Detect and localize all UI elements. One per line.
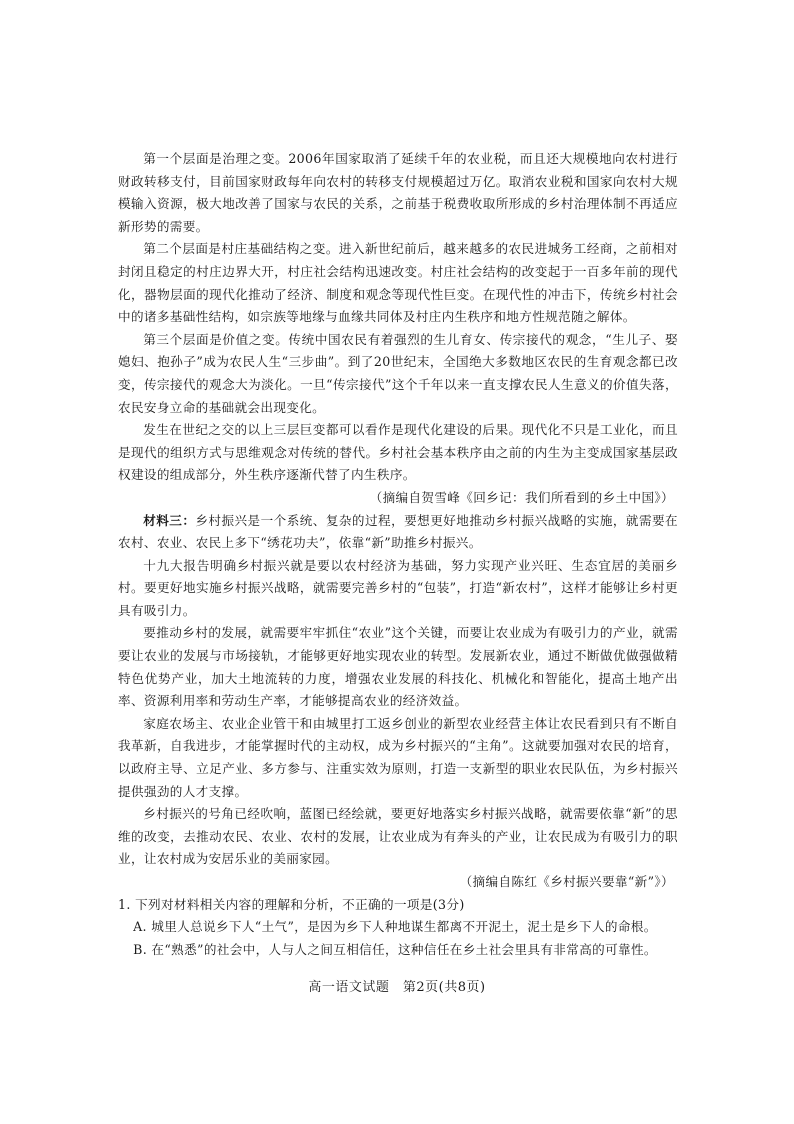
paragraph-agriculture: 要推动乡村的发展，就需要牢牢抓住“农业”这个关键，而要让农业成为有吸引力的产业，就需要让农业的发展与市场接轨，才能够更好地实现农业的转型。发展新农业，通过不断做优做强做精特色优势产业，加大土地流转的力度，增强农业发展的科技化、机械化和智能化，提高土地产出率、资源利用率和劳动生产率，才能够提高农业的经济效益。	[118, 625, 678, 709]
question-stem: 1. 下列对材料相关内容的理解和分析，不正确的一项是(3分)	[118, 896, 465, 912]
question-option-a: A. 城里人总说乡下人“土气”，是因为乡下人种地谋生都离不开泥土，泥土是乡下人的命根。	[133, 919, 657, 935]
source-citation-2: （摘编自陈红《乡村振兴要靠“新”》）	[459, 874, 674, 889]
question-option-b: B. 在“熟悉”的社会中，人与人之间互相信任，这种信任在乡土社会里具有非常高的可靠性。	[133, 941, 657, 957]
paragraph-new-farmers: 家庭农场主、农业企业管干和由城里打工返乡创业的新型农业经营主体让农民看到只有不断自我革新，自我进步，才能掌握时代的主动权，成为乡村振兴的“主角”。这就要加强对农民的培育，以政府主导、立足产业、多方参与、注重实效为原则，打造一支新型的职业农民队伍，为乡村振兴提供强劲的人才支撑。	[118, 715, 678, 799]
material-3-label: 材料三：	[143, 512, 196, 528]
paragraph-rural-beauty: 十九大报告明确乡村振兴就是要以农村经济为基础，努力实现产业兴旺、生态宜居的美丽乡村。要更好地实施乡村振兴战略，就需要完善乡村的“包装”，打造“新农村”，这样才能够让乡村更具有吸引力。	[118, 557, 678, 618]
page-footer: 高一语文试题 第2页(共8页)	[308, 980, 486, 995]
page-content	[118, 148, 678, 961]
source-citation-1: （摘编自贺雪峰《回乡记：我们所看到的乡土中国》）	[369, 489, 674, 505]
material-3-first-text: 乡村振兴是一个系统、复杂的过程，要想更好地推动乡村振兴战略的实施，就需要在农村、农业、农民上多下“绣花功夫”，依靠“新”助推乡村振兴。	[118, 512, 678, 551]
material-3-intro	[118, 510, 678, 555]
paragraph-values: 第三个层面是价值之变。传统中国农民有着强烈的生儿育女、传宗接代的观念，“生儿子、娶媳妇、抱孙子”成为农民人生“三步曲”。到了20世纪末，全国绝大多数地区农民的生育观念都已改变，传宗接代的观念大为淡化。一旦“传宗接代”这个千年以来一直支撑农民人生意义的价值失落，农民安身立命的基础就会出现变化。	[118, 331, 678, 415]
paragraph-village-structure: 第二个层面是村庄基础结构之变。进入新世纪前后，越来越多的农民进城务工经商，之前相对封闭且稳定的村庄边界大开，村庄社会结构迅速改变。村庄社会结构的改变起于一百多年前的现代化，器物层面的现代化推动了经济、制度和观念等现代性巨变。在现代性的冲击下，传统乡村社会中的诸多基础性结构，如宗族等地缘与血缘共同体及村庄内生秩序和地方性规范随之解体。	[118, 241, 678, 325]
paragraph-conclusion: 乡村振兴的号角已经吹响，蓝图已经绘就，要更好地落实乡村振兴战略，就需要依靠“新”的思维的改变，去推动农民、农业、农村的发展，让农业成为有奔头的产业，让农民成为有吸引力的职业，让农村成为安居乐业的美丽家园。	[118, 806, 678, 867]
paragraph-modernization: 发生在世纪之交的以上三层巨变都可以看作是现代化建设的后果。现代化不只是工业化，而且是现代的组织方式与思维观念对传统的替代。乡村社会基本秩序由之前的内生为主变成国家基层政权建设的组成部分，外生秩序逐渐代替了内生秩序。	[118, 422, 678, 483]
paragraph-governance: 第一个层面是治理之变。2006年国家取消了延续千年的农业税，而且还大规模地向农村进行财政转移支付，目前国家财政每年向农村的转移支付规模超过万亿。取消农业税和国家向农村大规模输入资源，极大地改善了国家与农民的关系，之前基于税费收取所形成的乡村治理体制不再适应新形势的需要。	[118, 151, 678, 234]
